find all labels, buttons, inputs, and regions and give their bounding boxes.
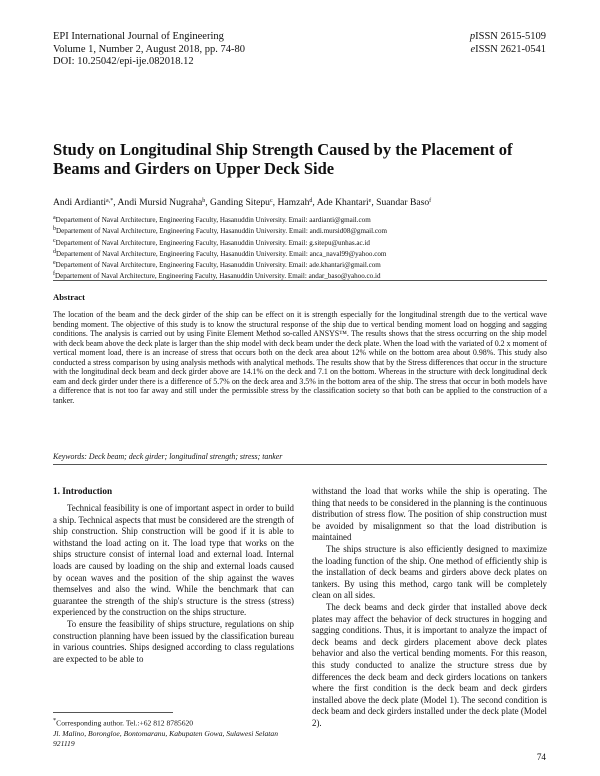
affiliation-mark: a xyxy=(53,215,56,221)
author-name: Hamzah xyxy=(277,197,310,208)
abstract-heading: Abstract xyxy=(53,292,85,302)
author-name: Ade Khantari xyxy=(316,197,369,208)
paragraph: The ships structure is also efficiently designed to maximize the loading function of the ship. One method of efficiently ship is the installation of deck beams and girders above deck plates on tankers. By using this method, cargo tank will be completely clean on all sides. xyxy=(312,543,547,601)
affiliation-text: Departement of Naval Architecture, Engineering Faculty, Hasanuddin University. Email: andar_baso@yahoo.co.id xyxy=(55,272,381,281)
author-list xyxy=(53,197,553,208)
author-separator: , xyxy=(205,197,211,208)
author-affiliation-mark: d xyxy=(309,198,313,204)
author-name: Suandar Baso xyxy=(376,197,430,208)
affiliation-list xyxy=(53,214,553,282)
affiliation xyxy=(53,248,553,259)
page-number: 74 xyxy=(536,752,546,762)
footnote xyxy=(53,716,294,749)
paragraph: The deck beams and deck girder that installed above deck plates may affect the behavior of deck structures in hogging and sagging conditions. Thus, it is important to analyze the impact of deck beams and deck girders placement above deck plates behavior and also the vertical bending moments. For this reason, this study conducted to analize the structure stress due by differences the deck beam and deck girders locations on tankers where the first condition is the deck beam and deck girders installed above the deck plate (Model 1). The second condition is deck beam and deck girders installed under the deck plate (Model 2). xyxy=(312,601,547,728)
author-affiliation-mark: e xyxy=(368,198,372,204)
footnote-divider xyxy=(53,712,173,713)
corresponding-author: *Corresponding author. Tel.:+62 812 8785620 xyxy=(53,717,194,728)
affiliation-mark: e xyxy=(53,260,56,267)
abstract-body: The location of the beam and the deck girder of the ship can be effect on it is strength especially for the longitudinal strength due to the vertical wave bending moment. The objective of this study is to know the structural response of the ship due to vertical bending moment load on hogging and sagging conditions. The analysis is carried out by using Finite Element Method so-called ANSYS™. The results shows that the stress occurring on the ship model with deck beam above the deck plate is larger than the ship model with deck beam under the deck plate. When the load with the variated of 0.2 x moment of vertical moment load, there is an increase of stress that occurs both on the deck area about 12% while on the bottom area about 0.98%. This study also conducted a stress comparison by using analysis methods with analytical methods. The results show that by the Stress differences that occur in the structure with the longitudinal deck beam and deck girder above are 14.1% on the deck and 7.1 on the bottom. Whereas in the structure with deck longitudinal deck eam and deck girder under there is a difference of 5.7% on the deck area and 3.5% in the bottom area of the ship. The stress that occur in both models have a difference that is not too far away and still under the permissible stress by the classification society so that both can be applied to the construction of a tanker. xyxy=(53,310,547,405)
keywords: Keywords: Deck beam; deck girder; longitudinal strength; stress; tanker xyxy=(53,452,283,461)
affiliation xyxy=(53,214,553,225)
journal-doi: DOI: 10.25042/epi-ije.082018.12 xyxy=(53,56,194,67)
journal-header-right xyxy=(470,31,546,56)
author-name: Andi Mursid Nugraha xyxy=(117,197,203,208)
author-name: Ganding Sitepu xyxy=(210,197,270,208)
author-affiliation-mark: f xyxy=(429,198,432,204)
affiliation xyxy=(53,225,553,236)
affiliation xyxy=(53,259,553,270)
affiliation-text: Departement of Naval Architecture, Engineering Faculty, Hasanuddin University. Email: anca_naval99@yahoo.com xyxy=(56,249,387,258)
abstract-top-divider xyxy=(53,280,547,281)
print-issn: pISSN 2615-5109 xyxy=(469,31,546,42)
author-affiliation-mark: b xyxy=(202,198,206,204)
affiliation-text: Departement of Naval Architecture, Engineering Faculty, Hasanuddin University. Email: aardianti@gmail.com xyxy=(55,216,371,224)
journal-volume: Volume 1, Number 2, August 2018, pp. 74-80 xyxy=(53,43,246,55)
right-column xyxy=(312,486,547,729)
author-affiliation-mark: c xyxy=(269,198,273,204)
affiliation-mark: f xyxy=(53,271,55,278)
journal-name: EPI International Journal of Engineering xyxy=(53,31,224,42)
paragraph: To ensure the feasibility of ships structure, regulations on ship construction planning have been issued by the classification bureau in various countries. Ships designed according to class regulations are expected to be able to xyxy=(53,618,294,664)
affiliation-text: Departement of Naval Architecture, Engineering Faculty, Hasanuddin University. Email: g.sitepu@unhas.ac.id xyxy=(55,238,370,247)
author-separator: , xyxy=(312,197,317,208)
author-separator: , xyxy=(272,197,278,208)
section-heading-introduction: 1. Introduction xyxy=(53,486,113,496)
author-name: Andi Ardianti xyxy=(53,197,107,208)
author-separator: , xyxy=(113,197,118,208)
paper-title: Study on Longitudinal Ship Strength Caused by the Placement of Beams and Girders on Upper Deck Side xyxy=(53,140,513,178)
affiliation-mark: c xyxy=(53,237,56,244)
paragraph: withstand the load that works while the ship is operating. The thing that needs to be considered in the planning is the continuous distribution of stress flow. The position of ship construction must be avoided by misalignment so that the load distribution is maintained xyxy=(312,486,547,543)
affiliation xyxy=(53,237,553,248)
paragraph: Technical feasibility is one of important aspect in order to build a ship. Technical aspects that must be considered are the strength of ship construction. Ship construction will be good if it is able to withstand the load acting on it. The load type that works on the ships structure consist of internal load and external load. Internal loads are caused by loading on the ship and external loads caused by ocean waves and the position of the ship against the waves themselves and also the wind. While the benchmark that can guarantee the strength of the ship's structure is the stress (stress) experienced by the construction on the ships structure. xyxy=(53,503,294,618)
author-separator: , xyxy=(371,197,377,208)
electronic-issn: eISSN 2621-0541 xyxy=(470,43,546,55)
author-affiliation-mark: a,* xyxy=(106,198,114,204)
affiliation-text: Departement of Naval Architecture, Engineering Faculty, Hasanuddin University. Email: andi.mursid08@gmail.com xyxy=(56,227,388,236)
affiliation-mark: d xyxy=(53,248,56,255)
affiliation-mark: b xyxy=(53,226,56,233)
abstract-bottom-divider xyxy=(53,464,547,465)
left-column xyxy=(53,486,294,665)
journal-header-left xyxy=(53,31,245,69)
author-address: Jl. Malino, Borongloe, Bontomaranu, Kabupaten Gowa, Sulawesi Selatan 921119 xyxy=(53,728,278,748)
affiliation-text: Departement of Naval Architecture, Engineering Faculty, Hasanuddin University. Email: ade.khantari@gmail.com xyxy=(55,261,381,270)
